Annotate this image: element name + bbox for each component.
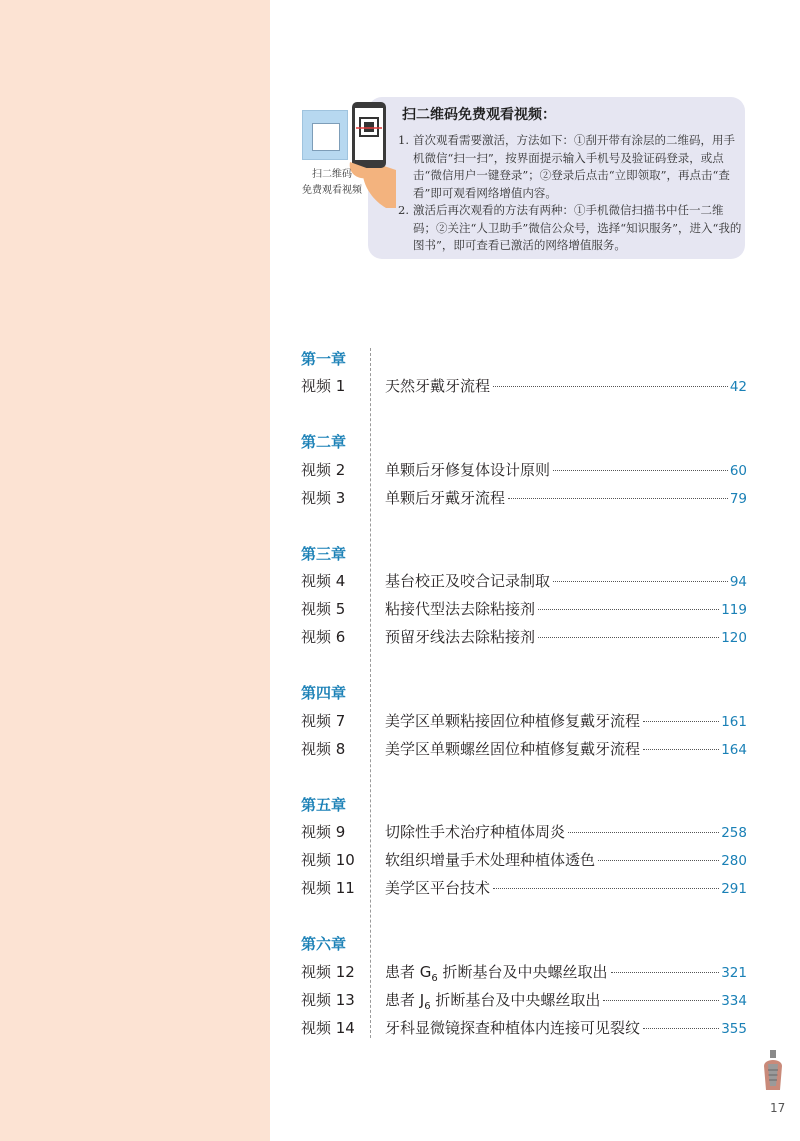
video-title: 患者 $J_6$ 折断基台及中央螺丝取出	[385, 991, 601, 1012]
chapter-heading: 第四章	[301, 684, 347, 702]
page-ref: 258	[721, 825, 747, 841]
qr-caption-line2: 免费观看视频	[302, 185, 362, 196]
toc-divider-line	[370, 348, 371, 1038]
video-label: 视频 12	[301, 963, 355, 981]
video-title: 天然牙戴牙流程	[385, 377, 491, 395]
page-ref: 42	[729, 379, 747, 395]
video-label: 视频 10	[301, 851, 355, 869]
video-title: 粘接代型法去除粘接剂	[385, 600, 536, 618]
video-title: 切除性手术治疗种植体周炎	[385, 823, 566, 841]
page-ref: 164	[721, 742, 747, 758]
video-label: 视频 11	[301, 879, 355, 897]
video-title: 牙科显微镜探查种植体内连接可见裂纹	[385, 1019, 641, 1037]
video-label: 视频 7	[301, 712, 346, 730]
toc-row[interactable]	[301, 989, 747, 1011]
page-ref: 94	[729, 574, 747, 590]
toc-row[interactable]	[301, 626, 747, 648]
video-label: 视频 13	[301, 991, 355, 1009]
page-ref: 321	[721, 965, 747, 981]
page-ref: 355	[721, 1021, 747, 1037]
page-ref: 291	[721, 881, 747, 897]
video-label: 视频 6	[301, 628, 346, 646]
toc-row[interactable]	[301, 961, 747, 983]
toc-row[interactable]	[301, 877, 747, 899]
chapter-heading: 第一章	[301, 350, 347, 368]
toc-row[interactable]	[301, 459, 747, 481]
video-title: 美学区单颗粘接固位种植修复戴牙流程	[385, 712, 641, 730]
page-number: 17	[770, 1101, 786, 1115]
page-ref: 60	[729, 463, 747, 479]
page-ref: 280	[721, 853, 747, 869]
video-title: 单颗后牙修复体设计原则	[385, 461, 551, 479]
page-ref: 79	[729, 491, 747, 507]
page-ref: 334	[721, 993, 747, 1009]
toc-row[interactable]	[301, 821, 747, 843]
qr-panel-title: 扫二维码免费观看视频：	[402, 107, 556, 123]
qr-caption-line1: 扫二维码	[312, 169, 352, 180]
video-label: 视频 3	[301, 489, 346, 507]
video-label: 视频 14	[301, 1019, 355, 1037]
toc-row[interactable]	[301, 487, 747, 509]
chapter-heading: 第三章	[301, 545, 347, 563]
video-title: 软组织增量手术处理种植体透色	[385, 851, 596, 869]
dental-implant-icon	[760, 1050, 786, 1092]
video-title: 预留牙线法去除粘接剂	[385, 628, 536, 646]
page-ref: 120	[721, 630, 747, 646]
chapter-heading: 第六章	[301, 935, 347, 953]
page-ref: 161	[721, 714, 747, 730]
video-label: 视频 5	[301, 600, 346, 618]
video-title: 美学区单颗螺丝固位种植修复戴牙流程	[385, 740, 641, 758]
video-title: 美学区平台技术	[385, 879, 491, 897]
video-title: 基台校正及咬合记录制取	[385, 572, 551, 590]
video-label: 视频 4	[301, 572, 346, 590]
toc-row[interactable]	[301, 598, 747, 620]
page-ref: 119	[721, 602, 747, 618]
toc-row[interactable]	[301, 849, 747, 871]
video-label: 视频 8	[301, 740, 346, 758]
video-title: 患者 $G_6$ 折断基台及中央螺丝取出	[385, 963, 608, 984]
toc-row[interactable]	[301, 1017, 747, 1039]
toc-row[interactable]	[301, 375, 747, 397]
chapter-heading: 第二章	[301, 433, 347, 451]
qr-instruction-item: 1. 首次观看需要激活，方法如下：①刮开带有涂层的二维码，用手机微信“扫一扫”，按界面提示输入手机号及验证码登录，或点击“微信用户一键登录”；②登录后点击“立即领取”，再点击“查看”即可观看网络增值内容。	[398, 133, 735, 200]
video-label: 视频 9	[301, 823, 346, 841]
toc-row[interactable]	[301, 710, 747, 732]
qr-instruction-item: 2. 激活后再次观看的方法有两种：①手机微信扫描书中任一二维码；②关注“人卫助手”微信公众号，选择“知识服务”，进入“我的图书”，即可查看已激活的网络增值服务。	[398, 203, 742, 252]
video-title: 单颗后牙戴牙流程	[385, 489, 506, 507]
toc-row[interactable]	[301, 570, 747, 592]
chapter-heading: 第五章	[301, 796, 347, 814]
video-label: 视频 1	[301, 377, 346, 395]
video-label: 视频 2	[301, 461, 346, 479]
toc-row[interactable]	[301, 738, 747, 760]
